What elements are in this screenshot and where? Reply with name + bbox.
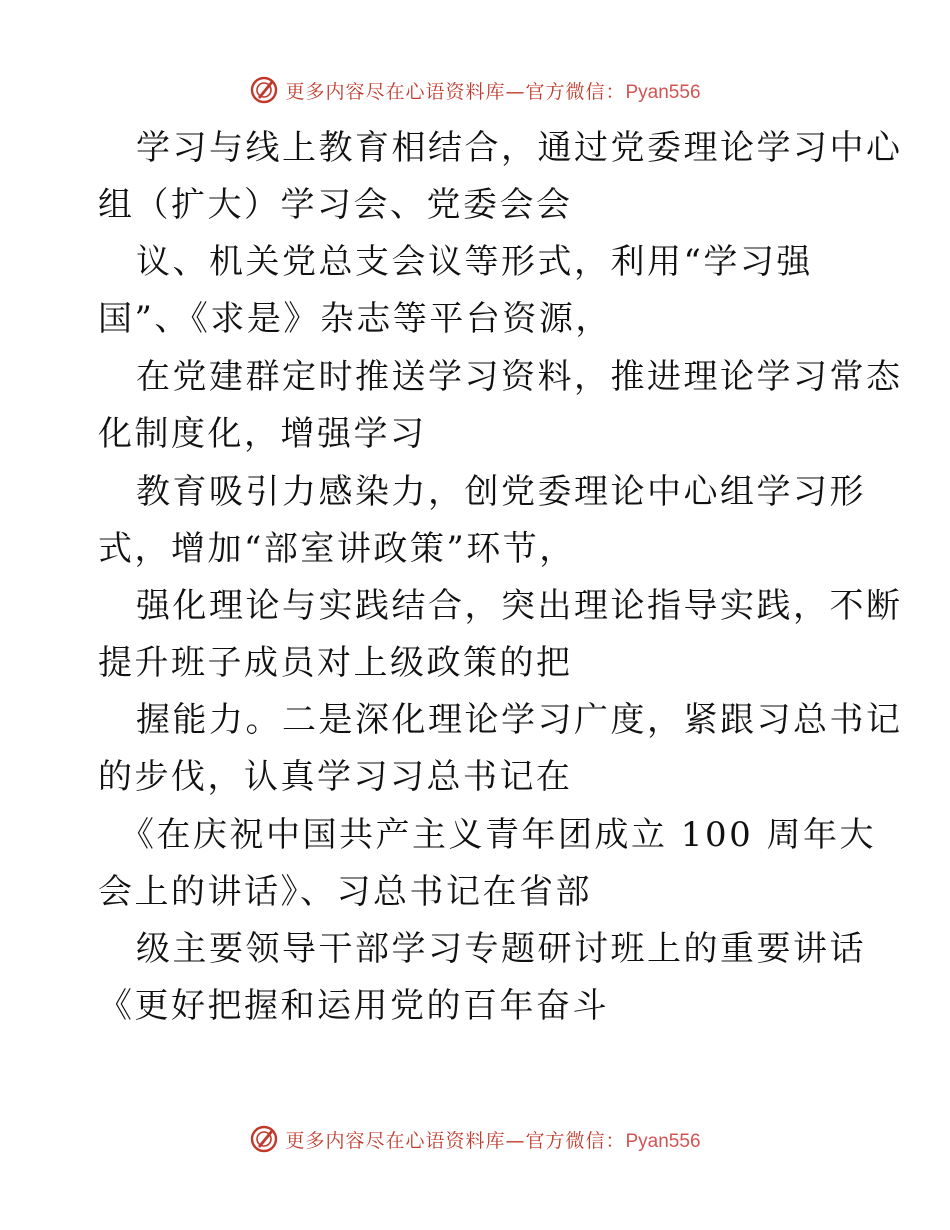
watermark-text <box>285 1126 700 1153</box>
body-line: 学习与线上教育相结合，通过党委理论学习中心 <box>136 128 903 168</box>
watermark-main: 更多内容尽在心语资料库 <box>285 80 506 103</box>
body-line: 组（扩大）学习会、党委会会 <box>98 185 573 225</box>
body-line: 式，增加“部室讲政策”环节， <box>98 529 576 569</box>
watermark-text <box>285 77 700 104</box>
body-line: 议、机关党总支会议等形式，利用“学习强 <box>136 242 813 282</box>
body-line: 提升班子成员对上级政策的把 <box>98 643 573 683</box>
watermark-id: Pyan556 <box>625 81 701 103</box>
body-line: 会上的讲话》、习总书记在省部 <box>98 872 592 912</box>
watermark-main: 更多内容尽在心语资料库 <box>285 1129 506 1152</box>
body-line: 握能力。二是深化理论学习广度，紧跟习总书记 <box>136 700 903 740</box>
watermark-dash: — <box>505 1129 526 1152</box>
footer-watermark <box>0 1122 950 1156</box>
body-line: 强化理论与实践结合，突出理论指导实践，不断 <box>136 586 903 626</box>
watermark-label: 官方微信： <box>525 1129 626 1152</box>
watermark-id: Pyan556 <box>625 1130 701 1152</box>
body-line: 国”、《求是》杂志等平台资源， <box>98 299 612 339</box>
watermark-label: 官方微信： <box>525 80 626 103</box>
body-line: 的步伐，认真学习习总书记在 <box>98 757 573 797</box>
body-line: 教育吸引力感染力，创党委理论中心组学习形 <box>136 472 866 512</box>
header-watermark <box>0 73 950 107</box>
seal-logo-icon <box>249 1124 279 1154</box>
watermark-dash: — <box>505 80 526 103</box>
body-line: 《在庆祝中国共产主义青年团成立 100 周年大 <box>120 815 877 855</box>
body-line: 《更好把握和运用党的百年奋斗 <box>98 986 609 1026</box>
body-line: 级主要领导干部学习专题研讨班上的重要讲话 <box>136 929 866 969</box>
body-line: 化制度化，增强学习 <box>98 414 427 454</box>
seal-logo-icon <box>249 75 279 105</box>
body-line: 在党建群定时推送学习资料，推进理论学习常态 <box>136 357 903 397</box>
